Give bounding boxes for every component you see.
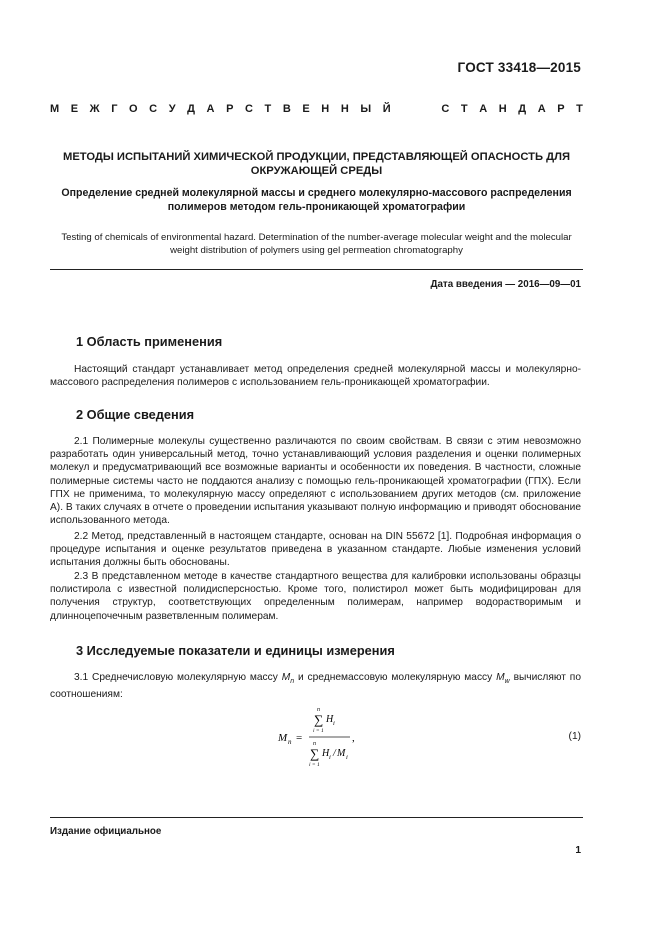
- interstate-letter: Н: [340, 103, 349, 115]
- section-2-2-paragraph: 2.2 Метод, представленный в настоящем стандарте, основан на DIN 55672 [1]. Подробная информация о процедуре испытания и оценке результатов приведена в указанном стандарте. Любые изменения условий испытания должны быть обоснованы.: [50, 531, 581, 569]
- interstate-letter: Р: [557, 103, 565, 115]
- section-1-heading: 1 Область применения: [76, 334, 223, 349]
- section-1-paragraph: Настоящий стандарт устанавливает метод определения средней молекулярной массы и молекулярно-массового распределения полимеров с использованием гель-проникающей хроматографии.: [50, 364, 581, 389]
- interstate-letter: С: [149, 103, 158, 115]
- den-term2-sub: i: [346, 754, 348, 761]
- interstate-letter: Ы: [360, 103, 372, 115]
- formula-trailing-comma: ,: [352, 732, 355, 744]
- section-2-3-paragraph: 2.3 В представленном методе в качестве стандартного вещества для калибровки использованы образцы полистирола с известной полидисперсностью. Кроме того, полистирол может быть модифицирован для получения структур, соответствующих определенным полимерам, например водорастворимым и длинноцепочечным разветвленным полимерам.: [50, 571, 581, 622]
- interstate-letter: Н: [321, 103, 330, 115]
- formula-equals: =: [296, 732, 303, 744]
- interstate-letter: У: [168, 103, 176, 115]
- den-term-sub: i: [329, 754, 331, 761]
- interstate-letter: Т: [460, 103, 468, 115]
- document-subtitle: Определение средней молекулярной массы и среднего молекулярно-массового распределения полимеров методом гель-проникающей хроматографии: [61, 187, 572, 213]
- interstate-letter: А: [537, 103, 546, 115]
- document-title: МЕТОДЫ ИСПЫТАНИЙ ХИМИЧЕСКОЙ ПРОДУКЦИИ, ПРЕДСТАВЛЯЮЩЕЙ ОПАСНОСТЬ ДЛЯ ОКРУЖАЮЩЕЙ СРЕДЫ: [63, 151, 570, 177]
- interstate-letter: Д: [187, 103, 195, 115]
- s31-symbol-mn: $M_n$: [281, 672, 295, 686]
- section-3-heading: 3 Исследуемые показатели и единицы измерения: [76, 643, 395, 658]
- interstate-letter: С: [245, 103, 253, 115]
- interstate-letter: Н: [498, 103, 507, 115]
- den-sum-lower: i = 1: [309, 762, 320, 768]
- section-2-heading: 2 Общие сведения: [76, 407, 195, 422]
- interstate-letter: А: [206, 103, 215, 115]
- interstate-letter: М: [50, 103, 60, 115]
- s31-symbol-mw: $M_w$: [496, 672, 510, 686]
- den-sum-upper: n: [313, 741, 316, 747]
- interstate-letter: Е: [70, 103, 79, 115]
- interstate-letter: Т: [576, 103, 583, 115]
- formula-lhs: M: [278, 732, 288, 744]
- section-2-1-paragraph: 2.1 Полимерные молекулы существенно различаются по своим свойствам. В связи с этим невозможно разработать один универсальный метод, точно устанавливающий условия разделения и оценки полимерных молекул и предусматривающий все возможные варианты и особенности их поведения. В частности, сложные полимерные системы часто не поддаются анализу с помощью гель-проникающей хроматографии (ГПХ). Если ГПХ не применима, то молекулярную массу определяют с использованием других методов (см. приложение А). В таких случаях в отчете о проведении испытания указывают полную информацию и приводят обоснование использованного метода.: [50, 436, 581, 527]
- den-slash: /: [333, 748, 336, 759]
- equation-number: (1): [568, 731, 581, 742]
- interstate-gap: [422, 103, 430, 115]
- interstate-letter: Т: [264, 103, 272, 115]
- num-term: H: [326, 714, 334, 725]
- interstate-letter: Е: [302, 103, 310, 115]
- interstate-letter: Г: [111, 103, 118, 115]
- interstate-letter: О: [129, 103, 138, 115]
- formula-lhs-sub: n: [288, 738, 292, 746]
- num-term-sub: i: [333, 720, 335, 727]
- standard-number: ГОСТ 33418—2015: [457, 60, 581, 75]
- official-edition-label: Издание официальное: [50, 826, 162, 837]
- interstate-letter: Ж: [89, 103, 100, 115]
- interstate-letter: В: [282, 103, 291, 115]
- interstate-letter: С: [441, 103, 450, 115]
- den-sigma: ∑: [310, 746, 320, 761]
- num-sum-upper: n: [317, 707, 320, 713]
- num-sum-lower: i = 1: [313, 728, 324, 734]
- interstate-letter: Д: [518, 103, 527, 115]
- divider-line: [50, 269, 583, 270]
- interstate-letter: Й: [382, 103, 391, 115]
- formula-mn: [276, 706, 396, 768]
- interstate-letter: Р: [226, 103, 234, 115]
- den-term: H: [322, 748, 330, 759]
- section-3-1-paragraph: [50, 671, 581, 701]
- s31-text-end: вычисляют по соотношениям:: [50, 672, 581, 701]
- num-sigma: ∑: [314, 712, 324, 727]
- s31-text-mid: и среднемассовую молекулярную массу: [294, 672, 497, 683]
- date-of-introduction: Дата введения — 2016—09—01: [430, 279, 581, 290]
- interstate-gap: [402, 103, 410, 115]
- document-title-english: Testing of chemicals of environmental hazard. Determination of the number-average molecular weight and the molecular weight distribution of polymers using gel permeation chromatography: [61, 232, 572, 256]
- interstate-letter: А: [479, 103, 488, 115]
- s31-text-start: 3.1 Среднечисловую молекулярную массу: [74, 672, 282, 683]
- footer-divider: [50, 817, 583, 818]
- page-number: 1: [575, 845, 581, 856]
- interstate-standard-label: [50, 103, 583, 115]
- den-term2: M: [337, 748, 346, 759]
